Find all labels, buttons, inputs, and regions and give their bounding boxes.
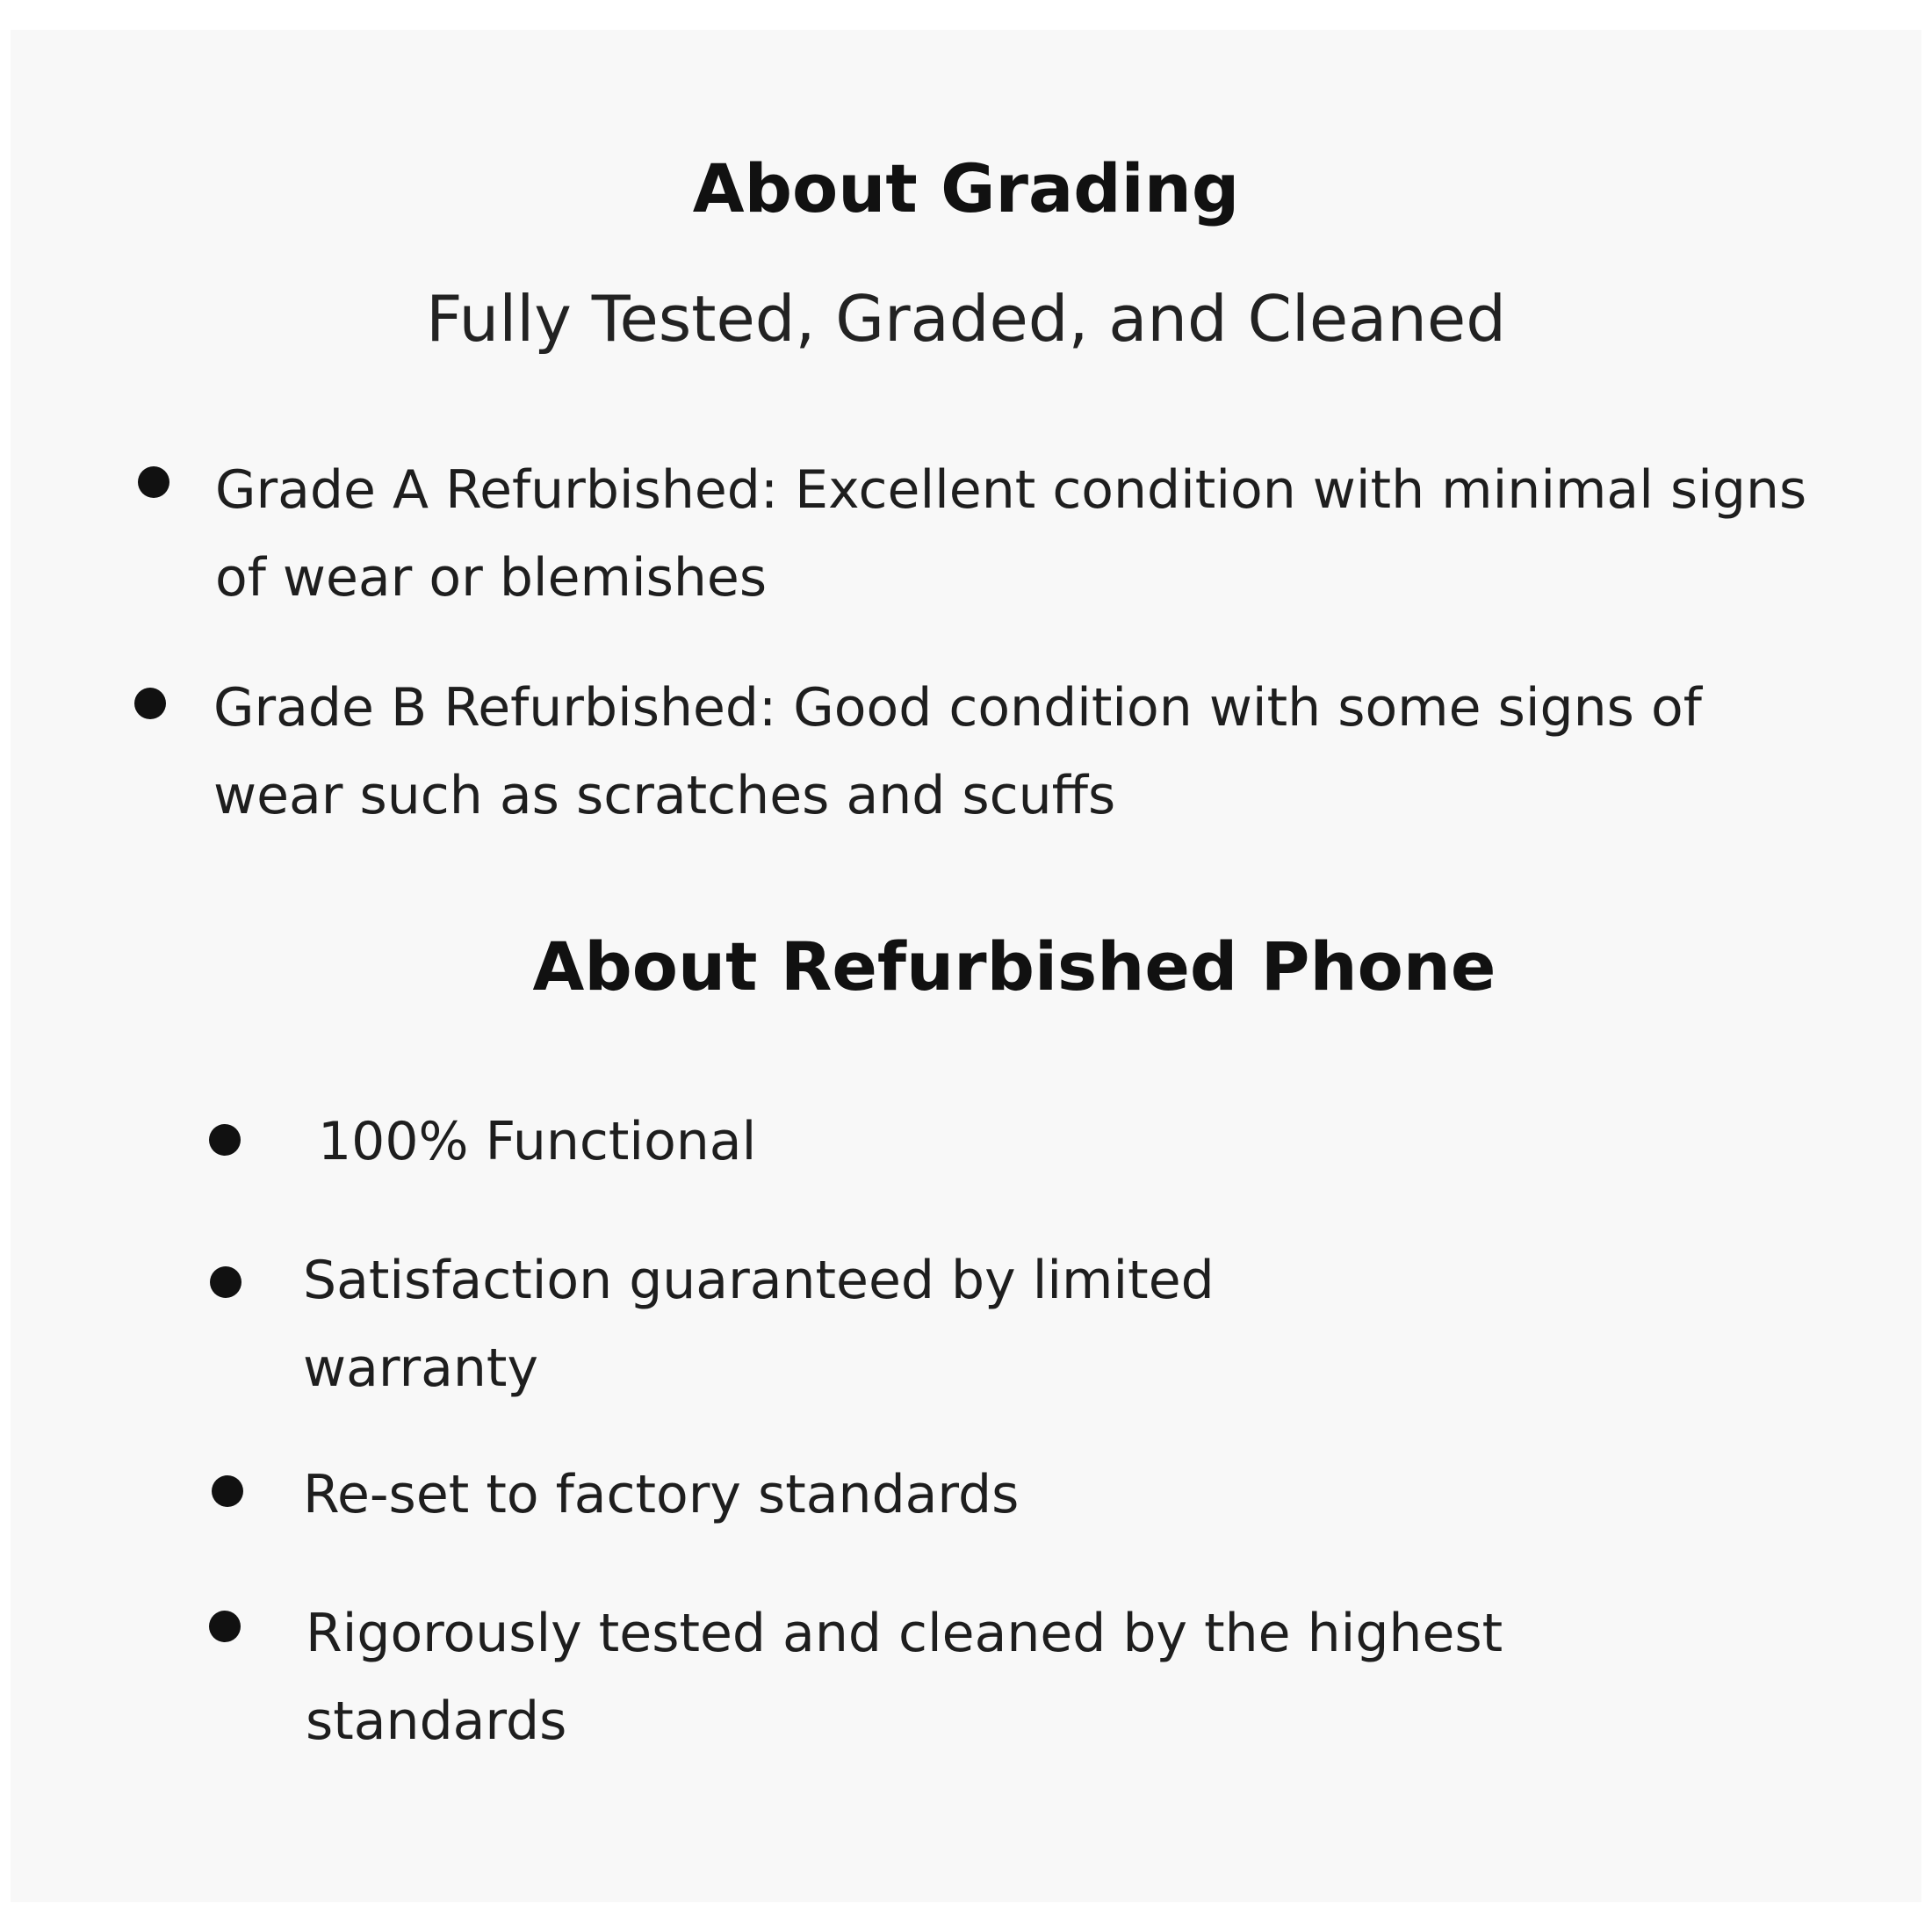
list-item-functional bbox=[318, 1098, 1284, 1186]
refurbished-heading: About Refurbished Phone bbox=[532, 927, 1496, 1006]
grading-heading: About Grading bbox=[692, 149, 1240, 227]
bullet-icon bbox=[212, 1475, 243, 1507]
list-item-text: 100% Functional bbox=[318, 1111, 757, 1172]
list-item-text: Satisfaction guaranteed by limited warranty bbox=[303, 1250, 1215, 1399]
list-item-text: Rigorously tested and cleaned by the highest standards bbox=[306, 1603, 1503, 1752]
bullet-icon bbox=[209, 1611, 241, 1642]
list-item-grade-a bbox=[215, 446, 1813, 622]
list-item-text: Grade B Refurbished: Good condition with some signs of wear such as scratches and scuffs bbox=[213, 677, 1702, 826]
bullet-icon bbox=[134, 688, 166, 719]
list-item-text: Grade A Refurbished: Excellent condition with minimal signs of wear or blemishes bbox=[215, 459, 1807, 609]
bullet-icon bbox=[209, 1124, 241, 1156]
grading-subheading: Fully Tested, Graded, and Cleaned bbox=[426, 282, 1506, 356]
list-item-factory-reset bbox=[303, 1451, 1620, 1539]
bullet-icon bbox=[210, 1266, 242, 1298]
bullet-icon bbox=[138, 466, 169, 498]
list-item-text: Re-set to factory standards bbox=[303, 1464, 1020, 1525]
list-item-grade-b bbox=[213, 664, 1812, 840]
list-item-warranty bbox=[303, 1236, 1313, 1412]
list-item-rigorously-tested bbox=[306, 1590, 1676, 1765]
